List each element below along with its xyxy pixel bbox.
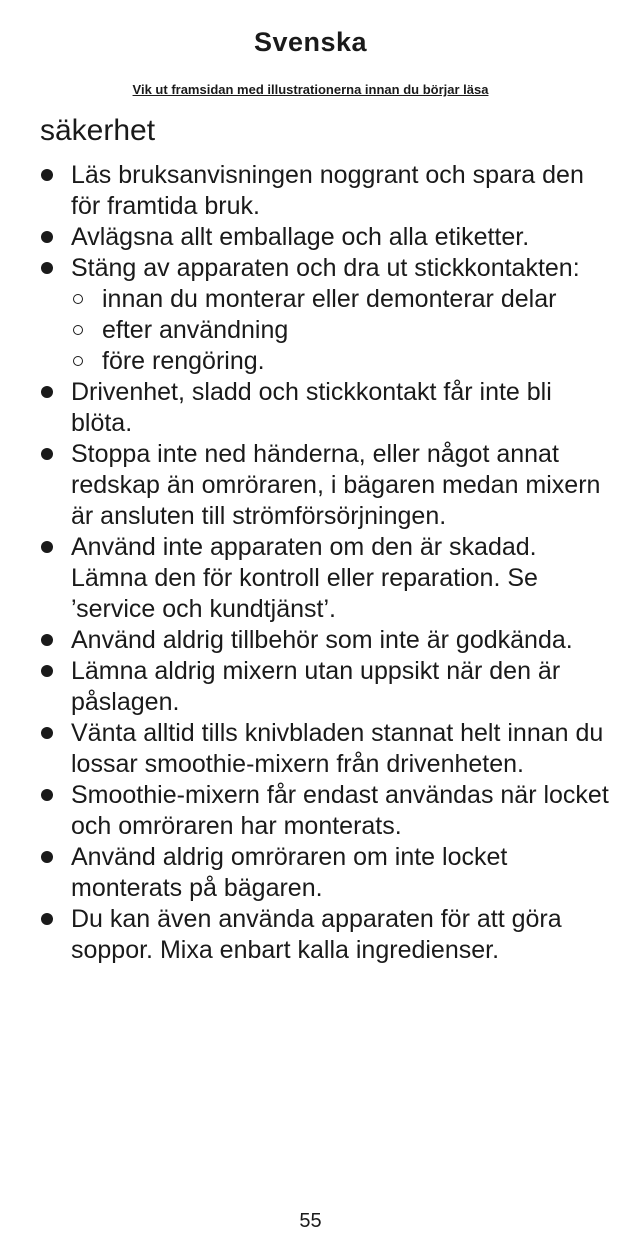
list-item-text: Stäng av apparaten och dra ut stickkontakten: <box>71 254 580 282</box>
bullet-icon <box>41 262 53 274</box>
page-number: 55 <box>299 1210 322 1232</box>
fold-out-instruction: Vik ut framsidan med illustrationerna innan du börjar läsa <box>132 82 489 97</box>
sub-list-item <box>71 346 610 377</box>
bullet-icon <box>41 169 53 181</box>
bullet-icon <box>41 634 53 646</box>
circle-bullet-icon <box>73 294 83 304</box>
list-item-text: Smoothie-mixern får endast användas när locket och omröraren har monterats. <box>71 781 609 840</box>
list-item-text: Lämna aldrig mixern utan uppsikt när den är påslagen. <box>71 657 561 716</box>
list-item <box>40 253 610 377</box>
bullet-icon <box>41 913 53 925</box>
list-item <box>40 656 610 718</box>
bullet-icon <box>41 851 53 863</box>
bullet-icon <box>41 727 53 739</box>
list-item-text: Använd inte apparaten om den är skadad. Lämna den för kontroll eller reparation. Se ’service och kundtjänst’. <box>71 533 538 623</box>
bullet-icon <box>41 386 53 398</box>
list-item-text: Använd aldrig tillbehör som inte är godkända. <box>71 626 573 654</box>
list-item <box>40 439 610 532</box>
list-item <box>40 842 610 904</box>
sub-list <box>71 284 610 377</box>
sub-list-item <box>71 284 610 315</box>
list-item-text: Vänta alltid tills knivbladen stannat helt innan du lossar smoothie-mixern från drivenheten. <box>71 719 604 778</box>
list-item <box>40 377 610 439</box>
list-item <box>40 718 610 780</box>
bullet-icon <box>41 789 53 801</box>
bullet-icon <box>41 231 53 243</box>
section-heading: säkerhet <box>40 114 156 147</box>
list-item-text: Avlägsna allt emballage och alla etiketter. <box>71 223 530 251</box>
sub-list-item <box>71 315 610 346</box>
list-item <box>40 904 610 966</box>
list-item <box>40 625 610 656</box>
list-item-text: Du kan även använda apparaten för att göra soppor. Mixa enbart kalla ingredienser. <box>71 905 562 964</box>
bullet-icon <box>41 665 53 677</box>
list-item-text: Läs bruksanvisningen noggrant och spara den för framtida bruk. <box>71 161 584 220</box>
list-item <box>40 160 610 222</box>
bullet-icon <box>41 448 53 460</box>
list-item <box>40 780 610 842</box>
list-item-text: Använd aldrig omröraren om inte locket monterats på bägaren. <box>71 843 508 902</box>
bullet-icon <box>41 541 53 553</box>
circle-bullet-icon <box>73 356 83 366</box>
safety-list <box>40 160 610 966</box>
page-title: Svenska <box>253 27 368 57</box>
sub-list-item-text: innan du monterar eller demonterar delar <box>102 285 557 313</box>
list-item-text: Stoppa inte ned händerna, eller något annat redskap än omröraren, i bägaren medan mixern är ansluten till strömförsörjningen. <box>71 440 601 530</box>
circle-bullet-icon <box>73 325 83 335</box>
list-item-text: Drivenhet, sladd och stickkontakt får inte bli blöta. <box>71 378 552 437</box>
sub-list-item-text: efter användning <box>102 316 289 344</box>
list-item <box>40 222 610 253</box>
sub-list-item-text: före rengöring. <box>102 347 265 375</box>
list-item <box>40 532 610 625</box>
